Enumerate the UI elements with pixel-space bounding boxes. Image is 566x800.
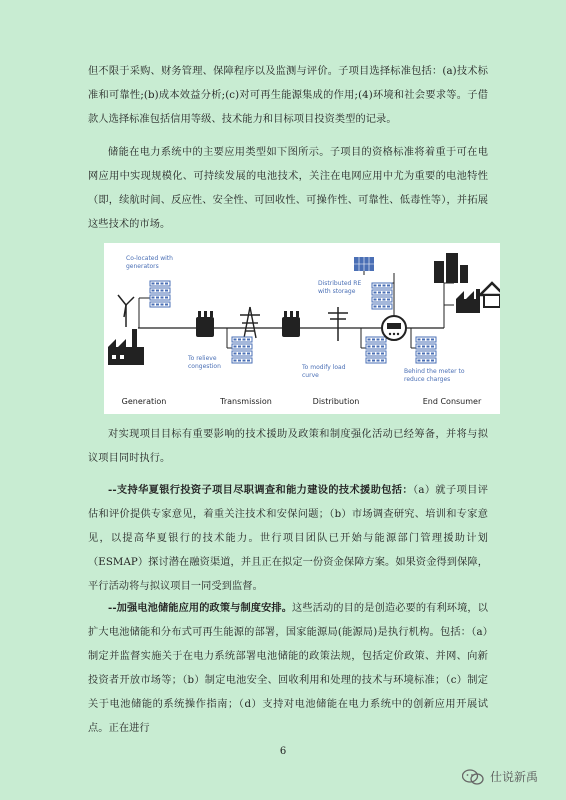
wechat-icon [462,769,484,785]
page-number: 6 [279,746,287,757]
battery-stack-distribution [366,337,386,363]
factory-icon [456,289,480,313]
label-distributed-re-1: Distributed RE [318,280,362,287]
label-relieve-1: To relieve [188,355,217,362]
label-distributed-re-2: with storage [318,288,356,295]
paragraph-storage-applications: 储能在电力系统中的主要应用类型如下图所示。子项目的资格标准将着重于可在电网应用中实现规模化、可持续发展的电池技术，关注在电网应用中尤为重要的电池特性（即，续航时间、反应性、安全性、可回收性、可操作性、可靠性、低毒性等），并拓展这些技术的市场。 [88,147,488,230]
storage-applications-figure [104,243,500,414]
label-relieve-2: congestion [188,363,221,370]
paragraph-technical-assistance: 对实现项目目标有重要影响的技术援助及政策和制度强化活动已经筹备，并将与拟议项目同时执行。 [88,429,488,464]
stage-end-consumer: End Consumer [422,397,482,406]
battery-stack-transmission [232,337,252,363]
city-buildings-icon [434,253,468,283]
label-behind-meter-2: reduce charges [404,376,451,383]
paragraph-selection-criteria: 但不限于采购、财务管理、保障程序以及监测与评价。子项目选择标准包括：(a)技术标准和可靠性;(b)成本效益分析;(c)对可再生能源集成的作用;(4)环境和社会要求等。子借款人选择标准包括信用等级、技术能力和目标项目投资类型的记录。 [88,66,488,125]
transformer-icon [196,311,214,337]
wind-turbine-icon [118,295,134,327]
label-co-located-2: generators [126,263,159,270]
transformer-icon-2 [282,311,300,337]
watermark [462,768,538,785]
label-modify-1: To modify load [302,364,346,371]
watermark-text: 仕说新禹 [490,770,539,784]
due-diligence-heading: --支持华夏银行投资子项目尽职调查和能力建设的技术援助包括： [108,484,413,496]
transmission-tower-icon [240,307,260,338]
policy-heading: --加强电池储能应用的政策与制度安排。 [108,602,293,614]
label-co-located-1: Co-located with [126,255,173,262]
policy-body: 这些活动的目的是创造必要的有利环境，以扩大电池储能和分布式可再生能源的部署，国家能源局(能源局)是执行机构。包括：（a）制定并监督实施关于在电力系统部署电池储能的政策法规，包括定价政策、并网、向新投资者开放市场等；（b）制定电池安全、回收利用和处理的技术与环境标准；（c）制定关于电池储能的系统操作指南；（d）支持对电池储能在电力系统中的创新应用开展试点。正在进行 [88,603,488,734]
due-diligence-body: （a）就子项目评估和评价提供专家意见，着重关注技术和安保问题；（b）市场调查研究、培训和专家意见，以提高华夏银行的技术能力。世行项目团队已开始与能源部门管理援助计划（ESMAP）探讨潜在融资渠道，并且正在拟定一份资金保障方案。如果资金得到保障，平行活动将与拟议项目一同受到监督。 [88,485,488,592]
solar-panel-icon [354,257,374,275]
utility-pole-icon [328,307,348,341]
label-behind-meter-1: Behind the meter to [404,368,465,375]
battery-stack-distributed-re [372,283,392,309]
battery-stack-end-consumer [416,337,436,363]
stage-distribution: Distribution [312,397,360,406]
stage-generation: Generation [121,397,167,406]
label-modify-2: curve [302,372,319,379]
battery-stack-generation [150,281,170,307]
meter-icon [382,316,406,340]
stage-transmission: Transmission [220,397,272,406]
paragraph-due-diligence [88,478,488,599]
house-icon [480,283,500,307]
power-plant-icon [108,329,144,365]
paragraph-policy [88,596,488,741]
